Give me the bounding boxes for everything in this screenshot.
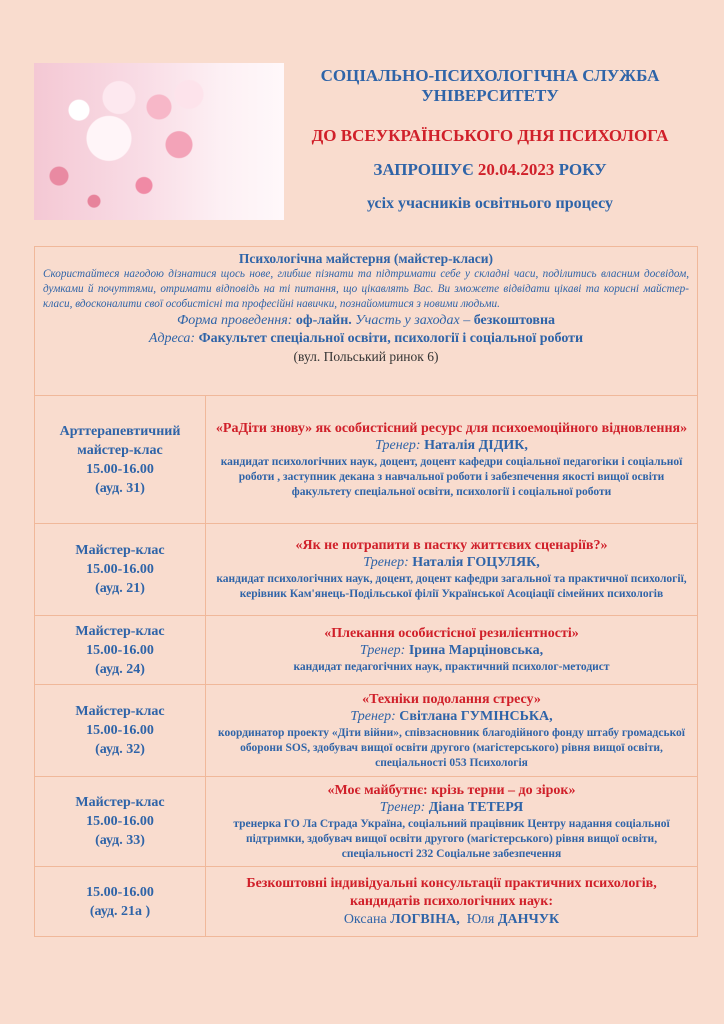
session-time: 15.00-16.00: [86, 461, 154, 477]
trainer-label: Тренер:: [359, 643, 406, 658]
event-title: ДО ВСЕУКРАЇНСЬКОГО ДНЯ ПСИХОЛОГА: [311, 126, 669, 145]
trainer-name: Світлана ГУМІНСЬКА,: [399, 708, 553, 724]
table-row: [35, 867, 698, 937]
consultation-names: [210, 911, 693, 929]
session-title: «Плекання особистісної резилієнтності»: [324, 626, 579, 641]
session-type: Майстер-клас: [75, 623, 165, 639]
session-time: 15.00-16.00: [86, 723, 154, 738]
intro-title: Психологічна майстерня (майстер-класи): [238, 251, 494, 266]
address-line: [43, 330, 689, 348]
session-title: «Як не потрапити в пастку життєвих сценаріїв?»: [295, 538, 608, 553]
trainer-line: [210, 708, 693, 726]
consultant-first-name: Юля: [466, 911, 495, 927]
cherry-blossom-photo: [34, 63, 284, 220]
session-time-cell: [35, 396, 206, 524]
session-time-cell: [35, 685, 206, 777]
schedule-table: [34, 395, 698, 937]
audience: усіх учасників освітнього процесу: [366, 195, 614, 212]
address-value: Факультет спеціальної освіти, психології і соціальної роботи: [198, 331, 584, 346]
trainer-label: Тренер:: [375, 437, 421, 453]
address-street: (вул. Польський ринок 6): [293, 349, 439, 364]
event-date: 20.04.2023: [477, 160, 555, 179]
consultation-time: 15.00-16.00: [86, 884, 154, 900]
trainer-line: [210, 437, 693, 455]
table-row: [35, 777, 698, 867]
trainer-name: Діана ТЕТЕРЯ: [428, 799, 524, 815]
header: [290, 66, 690, 214]
session-room: (ауд. 33): [95, 833, 145, 848]
invite-prefix: ЗАПРОШУЄ: [373, 160, 474, 179]
consultant-last-name: ЛОГВІНА,: [390, 911, 460, 927]
trainer-info: тренерка ГО Ла Страда Україна, соціальний працівник Центру надання соціальної підтримки, здобувач вищої освіти другого (магістерського) рівня вищої освіти, спеціальності 232 Соціальне забезпечення: [233, 817, 670, 860]
session-room: (ауд. 32): [95, 742, 145, 757]
participation-value: безкоштовна: [473, 313, 556, 328]
session-title: «Моє майбутнє: крізь терни – до зірок»: [327, 782, 576, 798]
session-type: Майстер-клас: [75, 795, 165, 810]
trainer-info: координатор проекту «Діти війни», співзасновник благодійного фонду штабу громадської оборони SOS, здобувач вищої освіти другого (магістерського) рівня вищої освіти, спеціальності 053 Психологія: [218, 726, 685, 769]
session-time: 15.00-16.00: [86, 814, 154, 829]
table-row: [35, 685, 698, 777]
format-label: Форма проведення:: [176, 313, 293, 328]
session-room: (ауд. 31): [95, 480, 145, 496]
session-details-cell: [206, 524, 698, 616]
invite-suffix: РОКУ: [558, 160, 607, 179]
consultation-title: Безкоштовні індивідуальні консультації практичних психологів, кандидатів психологічних наук:: [246, 875, 657, 909]
trainer-info: кандидат психологічних наук, доцент, доцент кафедри соціальної педагогіки і соціальної роботи , заступник декана з навчальної роботи і забезпечення якості вищої освіти факультету спеціальної освіти, психології і соціальної роботи: [220, 455, 683, 498]
address-label: Адреса:: [148, 331, 196, 346]
session-type: Майстер-клас: [75, 543, 165, 558]
consultation-details-cell: [206, 867, 698, 937]
session-room: (ауд. 21): [95, 581, 145, 596]
trainer-name: Ірина Марціновська,: [408, 643, 544, 658]
trainer-line: [210, 799, 693, 817]
trainer-line: [210, 642, 693, 660]
session-room: (ауд. 24): [95, 661, 145, 677]
consultation-time-cell: [35, 867, 206, 937]
session-type: Арттерапевтичний майстер-клас: [59, 423, 181, 458]
trainer-label: Тренер:: [350, 708, 396, 724]
session-title: «Техніки подолання стресу»: [362, 691, 541, 707]
trainer-label: Тренер:: [363, 555, 409, 570]
table-row: [35, 524, 698, 616]
invite-line: [290, 160, 690, 180]
session-time: 15.00-16.00: [86, 642, 154, 658]
trainer-line: [210, 554, 693, 572]
session-time-cell: [35, 616, 206, 685]
consultant-last-name: ДАНЧУК: [497, 911, 560, 927]
trainer-name: Наталія ГОЦУЛЯК,: [412, 555, 540, 570]
participation-label: Участь у заходах –: [355, 313, 471, 328]
session-time-cell: [35, 777, 206, 867]
table-row: [35, 616, 698, 685]
session-details-cell: [206, 685, 698, 777]
session-details-cell: [206, 396, 698, 524]
session-title: «РаДіти знову» як особистісний ресурс для психоемоційного відновлення»: [215, 420, 688, 436]
table-row: [35, 396, 698, 524]
trainer-info: кандидат психологічних наук, доцент, доцент кафедри загальної та практичної психології, керівник Кам'янець-Подільської філії Української Асоціації сімейних психологів: [216, 573, 687, 600]
session-details-cell: [206, 777, 698, 867]
session-time: 15.00-16.00: [86, 562, 154, 577]
session-details-cell: [206, 616, 698, 685]
intro-description: Скористайтеся нагодою дізнатися щось нове, глибше пізнати та підтримати себе у складні часи, поділитись власним досвідом, думками й почуттями, отримати відповідь на ті питання, що цікавлять Вас. Ви зможете відвідати цікаві та корисні майстер-класи, вдосконалити свої особистісні та професійні навички, познайомитися з новими людьми.: [43, 268, 689, 310]
trainer-info: кандидат педагогічних наук, практичний психолог-методист: [293, 661, 610, 673]
format-value: оф-лайн.: [295, 313, 352, 328]
format-line: [43, 312, 689, 330]
service-title: СОЦІАЛЬНО-ПСИХОЛОГІЧНА СЛУЖБА УНІВЕРСИТЕТУ: [320, 66, 660, 105]
session-type: Майстер-клас: [75, 704, 165, 719]
intro-block: [34, 246, 698, 396]
trainer-name: Наталія ДІДИК,: [424, 437, 528, 453]
consultant-first-name: Оксана: [343, 911, 387, 927]
session-time-cell: [35, 524, 206, 616]
trainer-label: Тренер:: [379, 799, 426, 815]
consultation-room: (ауд. 21а ): [89, 903, 151, 919]
